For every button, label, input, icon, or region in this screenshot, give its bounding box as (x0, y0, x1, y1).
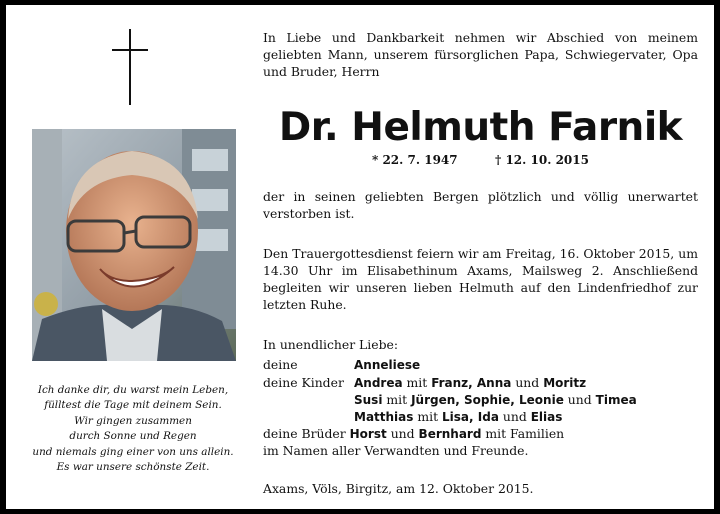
mourner-name: Jürgen, Sophie, Leonie (411, 393, 564, 407)
mourner-line (354, 408, 562, 426)
funeral-details-text: Den Trauergottesdienst feiern wir am Freitag, 16. Oktober 2015, um 14.30 Uhr im Elisabethinum Axams, Mailsweg 2. Anschließend begleiten wir unseren lieben Helmuth auf den Lindenfriedhof zur letzten Ruhe. (263, 246, 698, 312)
mourner-name: Anneliese (354, 358, 421, 372)
poem (26, 383, 240, 475)
poem-line: und niemals ging einer von uns allein. (32, 445, 234, 458)
intro-text: In Liebe und Dankbarkeit nehmen wir Abschied von meinem geliebten Mann, unserem fürsorglichen Papa, Schwiegervater, Opa und Bruder, Herrn (263, 30, 698, 79)
mourner-line (354, 391, 637, 409)
in-love-label: In unendlicher Liebe: (263, 337, 399, 352)
mourner-name: Lisa, Ida (442, 410, 499, 424)
mourner-conjunction: und (567, 392, 592, 407)
mourner-conjunction: und (515, 375, 540, 390)
cross-icon (112, 29, 148, 105)
mourner-conjunction: und (390, 426, 415, 441)
mourner-conjunction: und (502, 409, 527, 424)
mourner-line (263, 425, 564, 443)
mourner-name: Elias (530, 410, 563, 424)
poem-line: Es war unsere schönste Zeit. (56, 461, 210, 474)
mourner-conjunction: mit Familien (485, 426, 565, 441)
death-date: † 12. 10. 2015 (495, 153, 589, 167)
mourner-line (354, 374, 586, 392)
mourner-conjunction: mit (386, 392, 408, 407)
mourner-name: Bernhard (418, 427, 482, 441)
mourner-name: Franz, Anna (431, 376, 512, 390)
mourner-line (354, 356, 420, 374)
mourner-conjunction: mit (417, 409, 439, 424)
poem-line: Ich danke dir, du warst mein Leben, (37, 384, 229, 396)
poem-line: durch Sonne und Regen (69, 430, 197, 443)
mourner-name: Susi (354, 393, 383, 407)
mourner-name: Matthias (354, 410, 414, 424)
birth-date: * 22. 7. 1947 (372, 153, 458, 167)
obituary-notice (6, 5, 714, 509)
relatives-line: im Namen aller Verwandten und Freunde. (263, 443, 529, 458)
mourner-name: Timea (595, 393, 637, 407)
mourner-label: deine Kinder (263, 375, 344, 390)
mourner-label: deine (263, 357, 298, 372)
mourner-name: Horst (349, 427, 387, 441)
mourner-name: Moritz (543, 376, 587, 390)
deceased-name: Dr. Helmuth Farnik (278, 105, 683, 150)
death-notice-text: der in seinen geliebten Bergen plötzlich und völlig unerwartet verstorben ist. (263, 189, 698, 221)
portrait-photo (32, 129, 236, 361)
place-and-date: Axams, Völs, Birgitz, am 12. Oktober 2015. (263, 481, 534, 496)
mourner-conjunction: mit (406, 375, 428, 390)
poem-line: Wir gingen zusammen (74, 414, 192, 427)
mourner-name: Andrea (354, 376, 403, 390)
poem-line: fülltest die Tage mit deinem Sein. (44, 399, 222, 412)
mourner-label: deine Brüder (263, 426, 346, 441)
